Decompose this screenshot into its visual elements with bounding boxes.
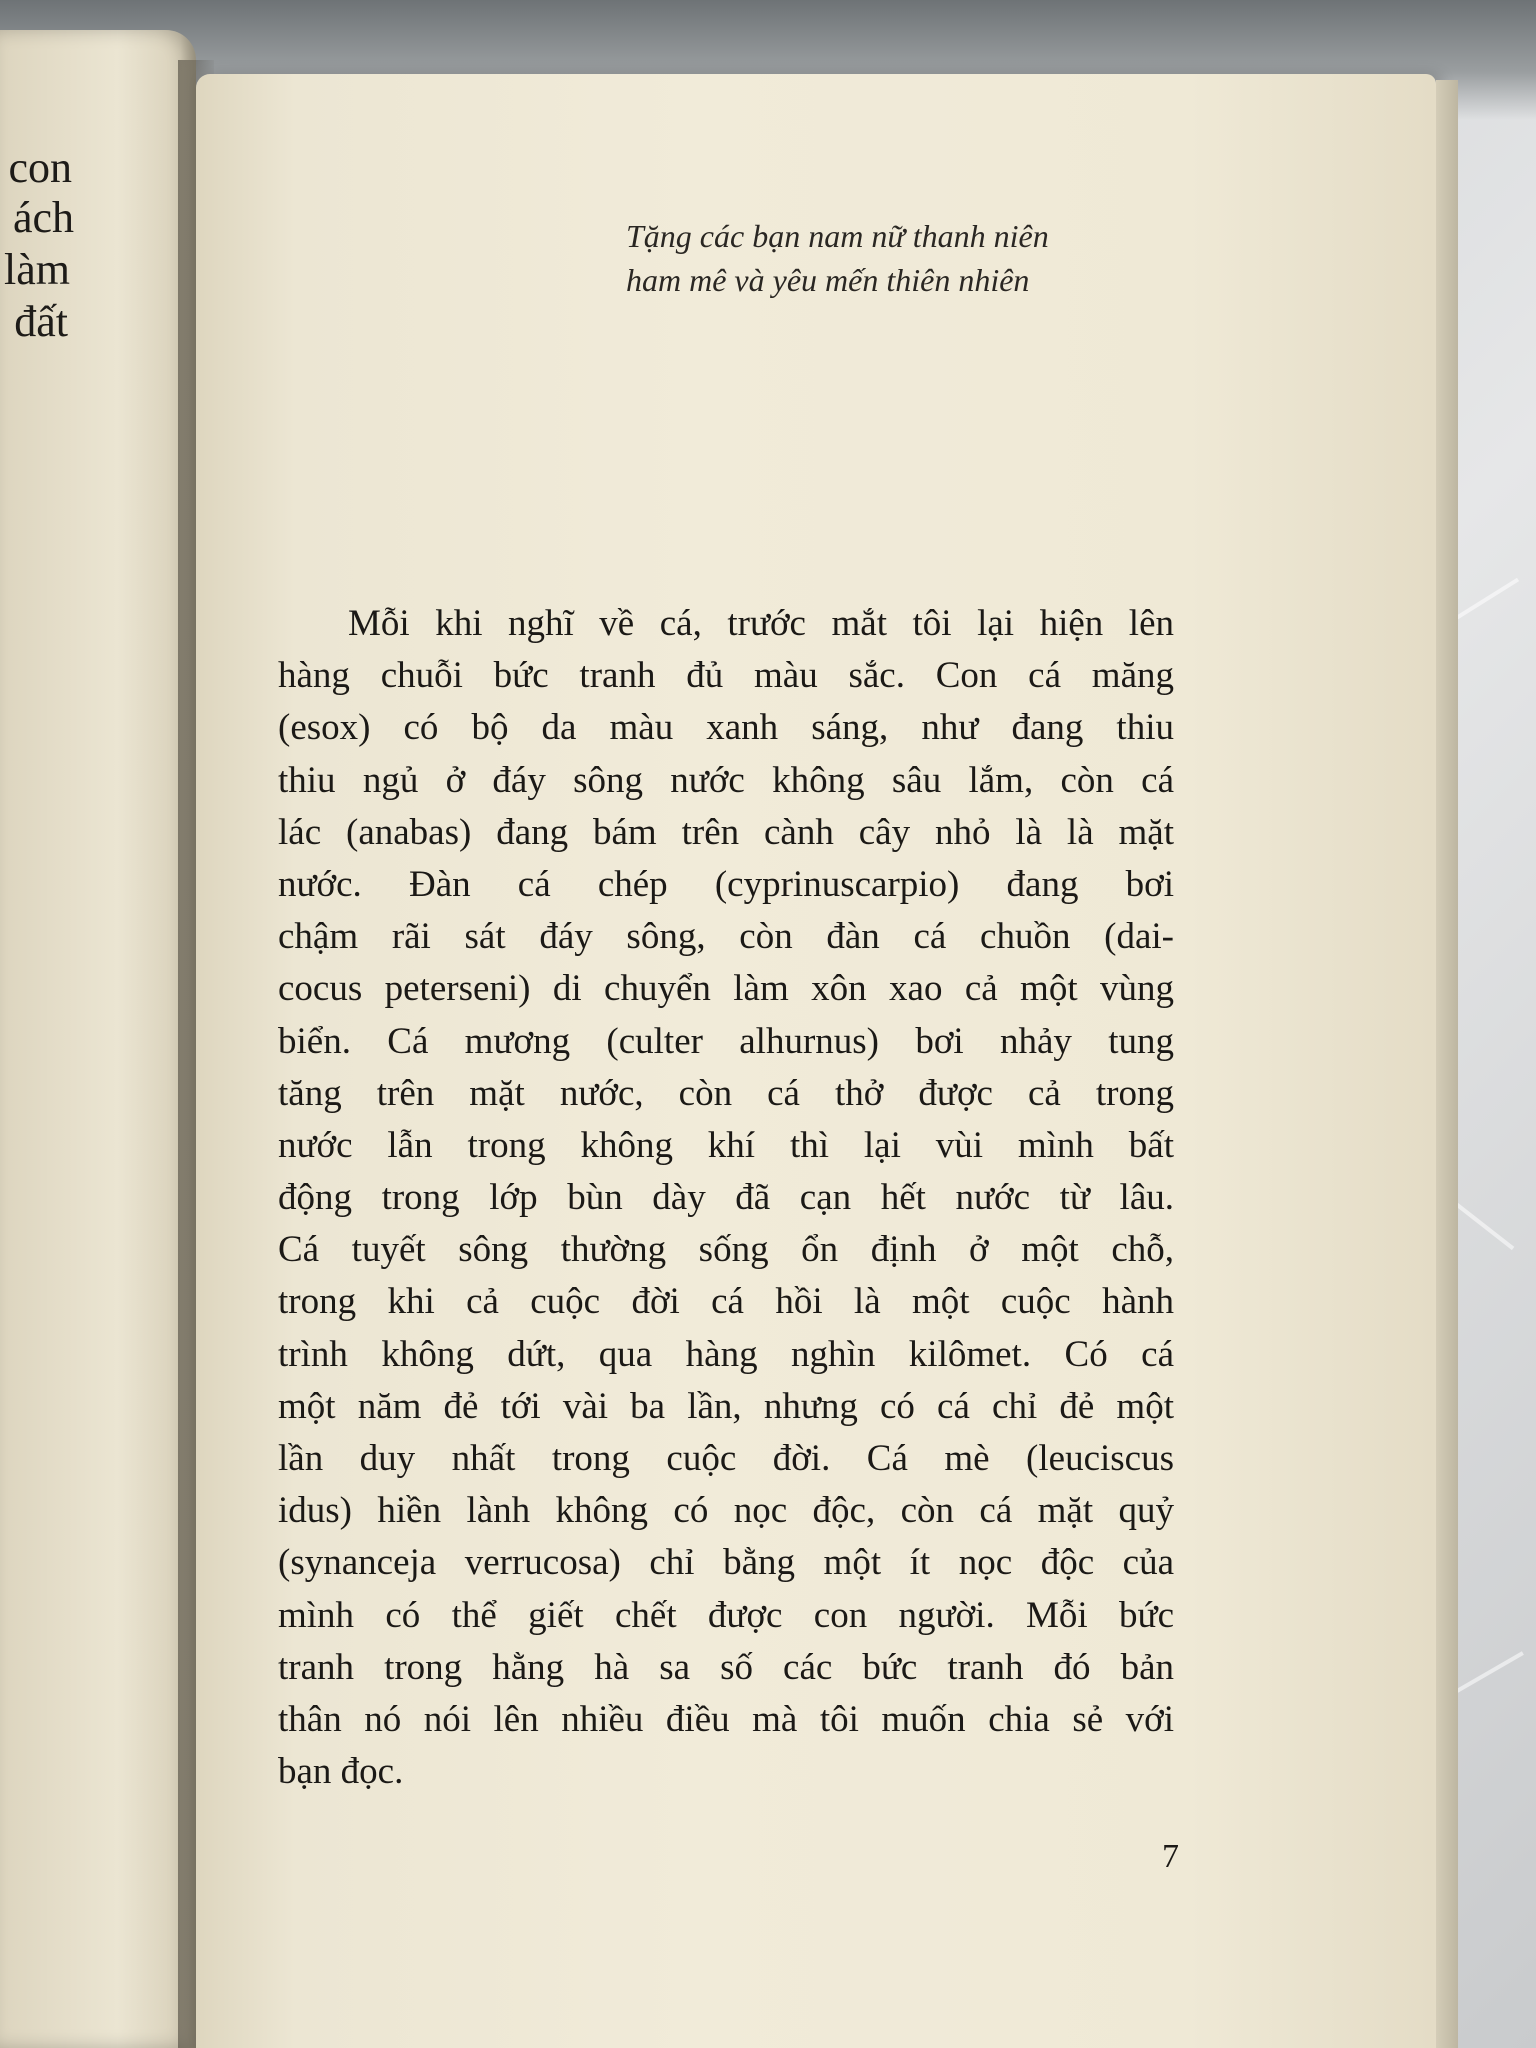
text-line: thân nó nói lên nhiều điều mà tôi muốn chia sẻ với xyxy=(278,1698,1174,1740)
text-line: nước lẫn trong không khí thì lại vùi mình bất xyxy=(278,1124,1174,1166)
text-line: tranh trong hằng hà sa số các bức tranh đó bản xyxy=(278,1646,1174,1688)
left-page-fragment: ách xyxy=(12,193,74,242)
dedication-line: ham mê và yêu mến thiên nhiên xyxy=(626,262,1030,298)
text-line: một năm đẻ tới vài ba lần, nhưng có cá chỉ đẻ một xyxy=(278,1385,1174,1427)
dedication xyxy=(626,214,1386,302)
dedication-line: Tặng các bạn nam nữ thanh niên xyxy=(626,218,1049,254)
page-number: 7 xyxy=(1162,1838,1179,1875)
text-line: chậm rãi sát đáy sông, còn đàn cá chuồn (dai- xyxy=(278,916,1174,958)
text-line: biển. Cá mương (culter alhurnus) bơi nhảy tung xyxy=(278,1020,1174,1062)
text-line: mình có thể giết chết được con người. Mỗi bức xyxy=(278,1594,1174,1636)
book-page xyxy=(196,74,1436,2048)
body-paragraph xyxy=(278,598,1174,1798)
left-page-fragment: con xyxy=(8,143,72,192)
previous-page xyxy=(0,30,196,2048)
page-edge xyxy=(1436,80,1458,2048)
left-page-fragment: làm xyxy=(4,245,70,294)
text-line: idus) hiền lành không có nọc độc, còn cá mặt quỷ xyxy=(278,1490,1174,1532)
text-line: trong khi cả cuộc đời cá hồi là một cuộc hành xyxy=(278,1281,1174,1323)
text-line: Cá tuyết sông thường sống ổn định ở một chỗ, xyxy=(278,1229,1174,1271)
left-page-fragment: đất xyxy=(14,297,68,346)
text-line: thiu ngủ ở đáy sông nước không sâu lắm, còn cá xyxy=(278,759,1174,801)
text-line: nước. Đàn cá chép (cyprinuscarpio) đang bơi xyxy=(278,863,1174,905)
text-line: hàng chuỗi bức tranh đủ màu sắc. Con cá măng xyxy=(278,655,1174,697)
text-line: tăng trên mặt nước, còn cá thở được cả trong xyxy=(278,1072,1174,1114)
text-line: cocus peterseni) di chuyển làm xôn xao cả một vùng xyxy=(278,968,1174,1010)
text-line: Mỗi khi nghĩ về cá, trước mắt tôi lại hiện lên xyxy=(348,603,1174,644)
text-line: động trong lớp bùn dày đã cạn hết nước từ lâu. xyxy=(278,1177,1174,1219)
text-line: (esox) có bộ da màu xanh sáng, như đang thiu xyxy=(278,707,1174,749)
text-line: trình không dứt, qua hàng nghìn kilômet. Có cá xyxy=(278,1333,1174,1375)
text-line: lần duy nhất trong cuộc đời. Cá mè (leuciscus xyxy=(278,1438,1174,1479)
text-line: lác (anabas) đang bám trên cành cây nhỏ là là mặt xyxy=(278,811,1174,853)
text-line: bạn đọc. xyxy=(278,1751,404,1793)
text-line: (synanceja verrucosa) chỉ bằng một ít nọc độc của xyxy=(278,1542,1174,1584)
